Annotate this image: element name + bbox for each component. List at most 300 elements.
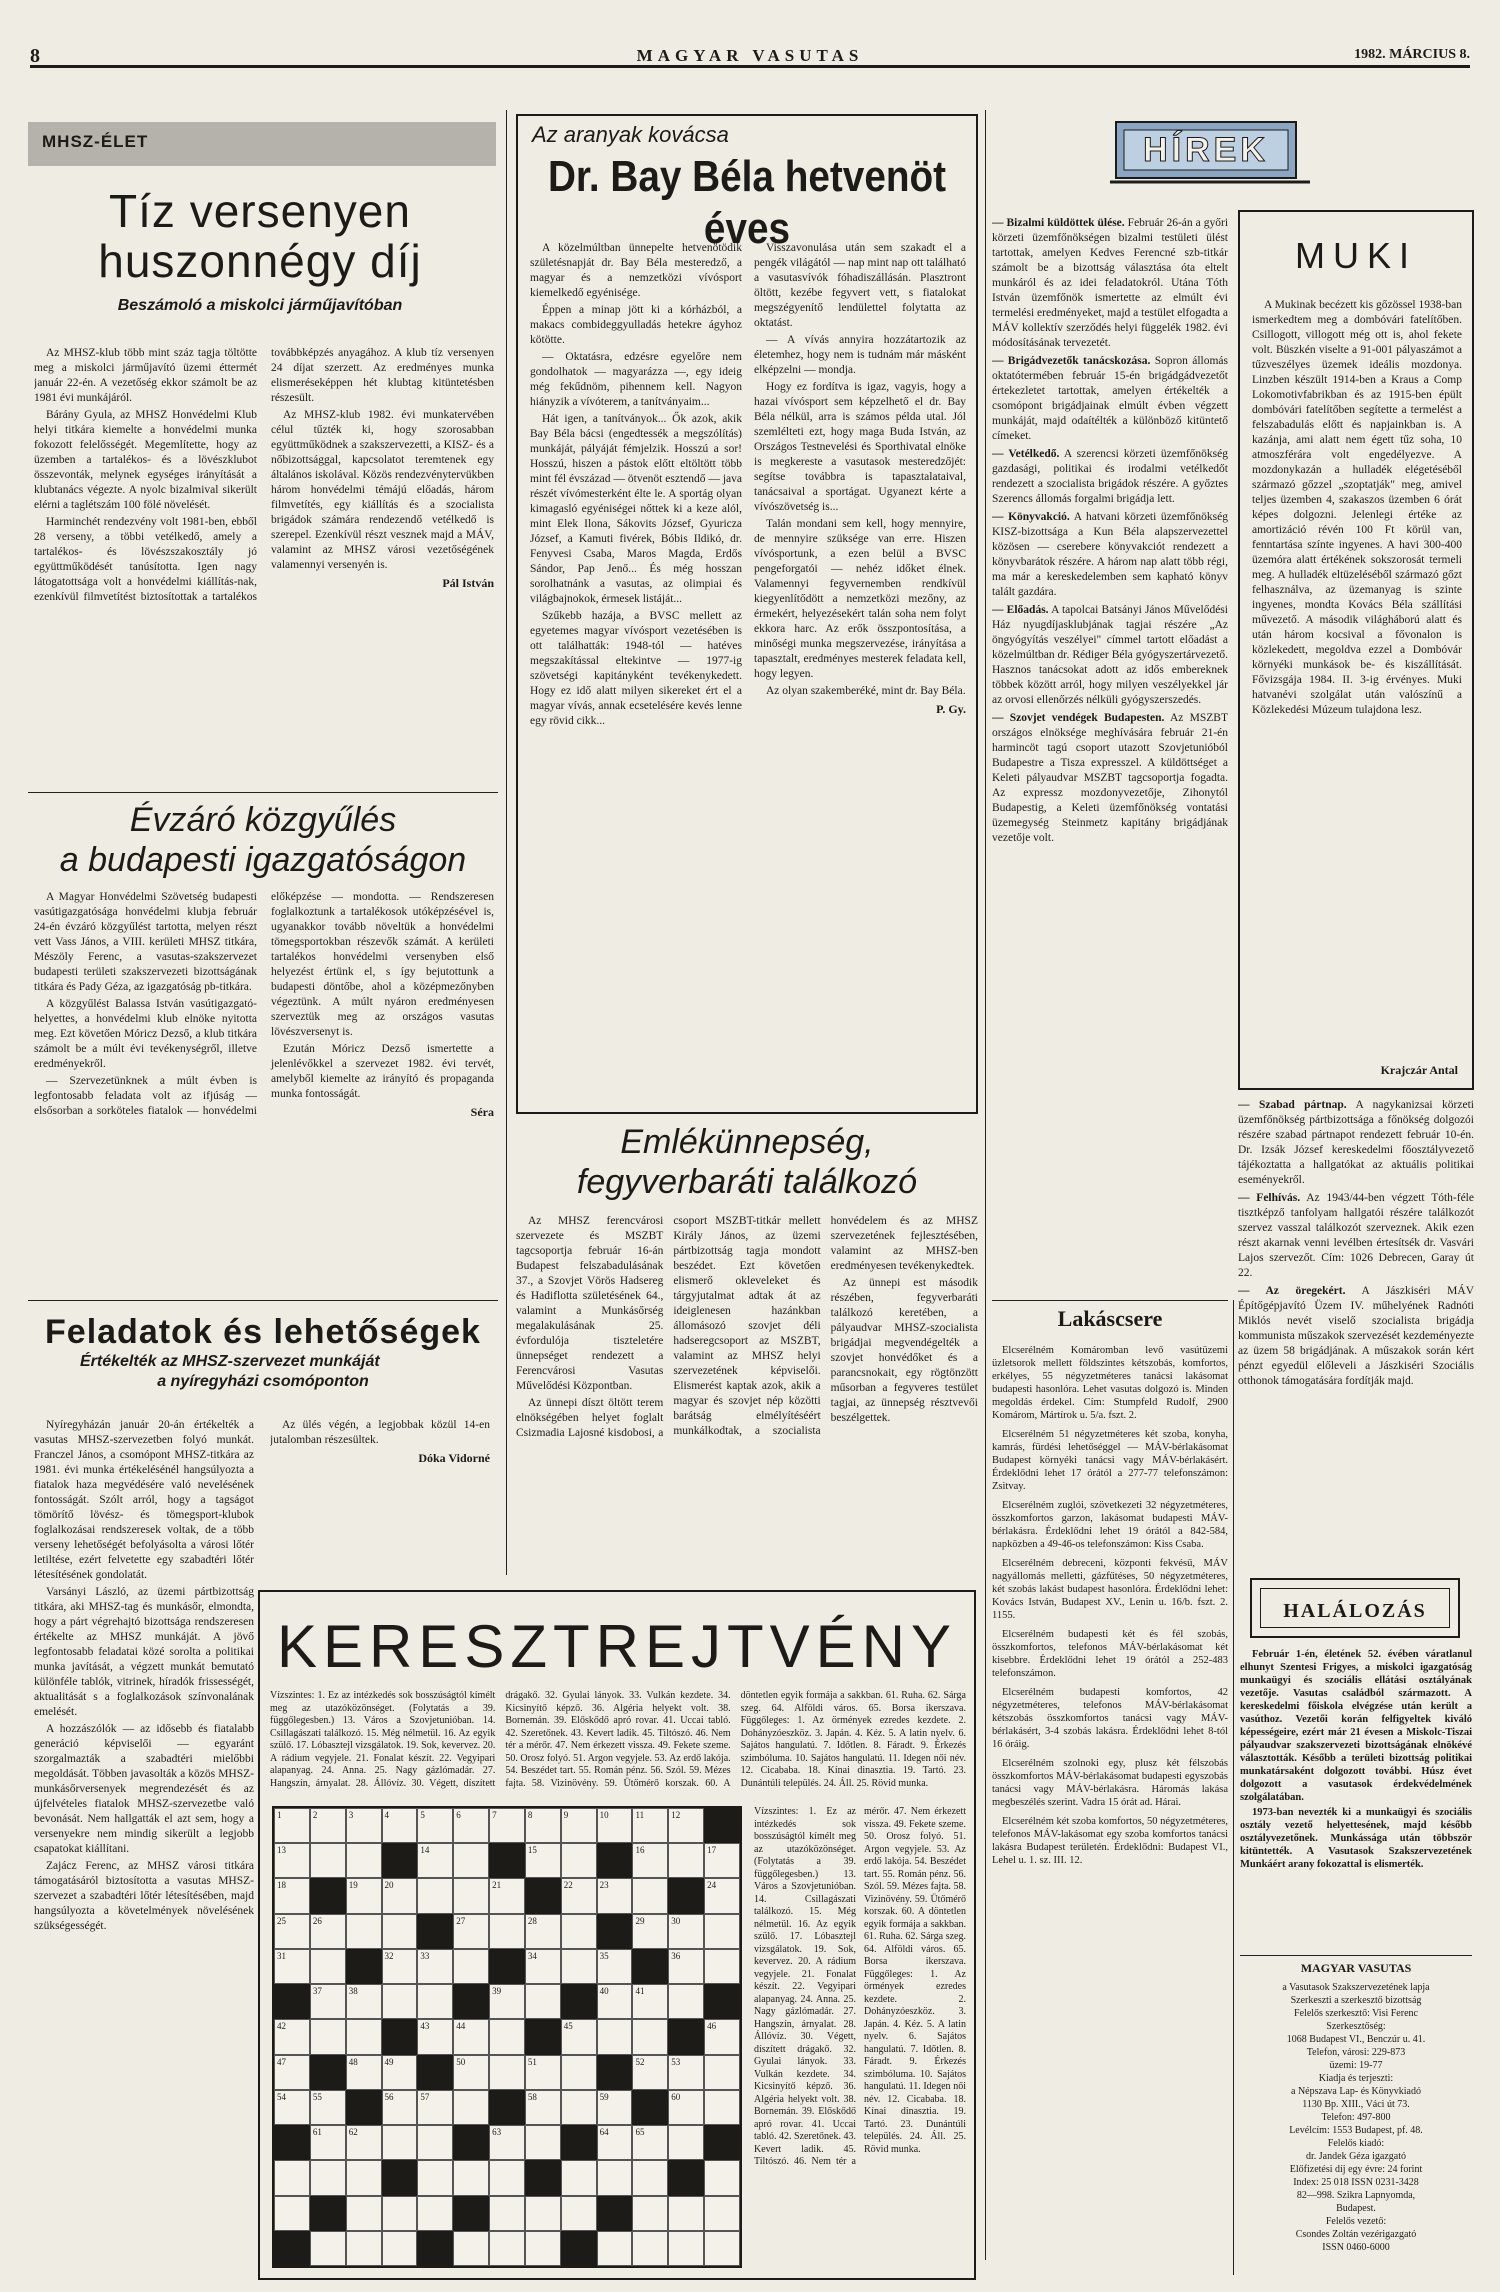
impressum-line: Levélcím: 1553 Budapest, pf. 48. [1289, 2125, 1423, 2136]
crossword-cell[interactable]: 35 [597, 1949, 633, 1984]
news-item-text: Az 1943/44-ben végzett Tóth-féle tisztképző tanfolyam hallgatói részére találkozót szervez vasszal találkozót szerveznek. Akik ezen részt akarnak venni levélben értesítsék dr. Vasvári Lajos szervezőt. Cím: 1026 Debrecen, Garay út 22. [1238, 1192, 1474, 1279]
divider [1240, 1955, 1472, 1956]
crossword-cell[interactable]: 30 [668, 1914, 704, 1949]
crossword-cell[interactable] [525, 2125, 561, 2160]
crossword-cell[interactable] [632, 2019, 668, 2054]
paragraph: Visszavonulása után sem szakadt el a pengék világától — nap mint nap ott található a vasutasvívók fóhadiszállásán. Plasztront öltött, kezébe fegyvert vett, s fiatalokat megszégyenítő lendülettel folytatta az oktatást. [754, 242, 966, 329]
crossword-cell[interactable]: 20 [382, 1878, 418, 1913]
divider [992, 1300, 1228, 1301]
lakas-ad: Elcserélném budapesti komfortos, 42 négyzetméteres, telefonos MÁV-bérlakásomat kétszobás összkomfortos tanácsi vagy MÁV-bérlakásért, 3-4 szobás lakásra. Érdeklődni lehet 8-tól 16 óráig. [992, 1687, 1228, 1750]
crossword-cell[interactable] [346, 2231, 382, 2266]
crossword-cell[interactable] [453, 1843, 489, 1878]
news-item-text: Az MSZBT országos elnöksége meghívására február 21-én harmincöt tagú csoport utazott Szovjetunióból Budapestre a Tisza expresszel. A küldöttséget a Keleti pályaudvar MSZBT tagcsoportja fogadta. Az expressz mozdonyvezetője, Zihonytól Budapestig, a Keleti üzemfőnökség vontatási üzemegység Steinmetz kapitány brigádjának vezetője volt. [992, 712, 1228, 844]
crossword-cell[interactable]: 4 [382, 1808, 418, 1843]
crossword-cell[interactable] [704, 2231, 740, 2266]
page-number: 8 [30, 45, 40, 67]
paragraph: Az MHSZ-klub több mint száz tagja töltötte meg a miskolci járműjavító üzemi éttermét január 22-én. A vezetőség ekkor számolt be az 1981 évi munkájáról. [34, 347, 257, 404]
crossword-cell[interactable] [704, 2055, 740, 2090]
crossword-black-cell [382, 2019, 418, 2054]
news-item-text: Február 26-án a győri körzeti üzemfőnökségen bizalmi testületi ülést tartottak, amelyen Kedves Ferencné szb-titkár számolt be a bizottság választása óta eltelt munkáról és az idei feladatokról. Utána Tóth István üzemfőnök ismertette az elmúlt évi termelési eredményeket, majd a testület elfogadta a MÁV kollektív szerződés helyi függelék 1982. évi módosításának tervezetét. [992, 217, 1228, 349]
crossword-black-cell [489, 1949, 525, 1984]
emlek-article-body [516, 1214, 978, 1574]
mhsz-article-body [34, 346, 494, 786]
crossword-black-cell [668, 2160, 704, 2195]
crossword-black-cell [525, 1878, 561, 1913]
paragraph: Február 1-én, életének 52. évében váratlanul elhunyt Szentesi Frigyes, a miskolci igazgatóság munkaügyi és szociális ellátási osztályának vezetője. Vasutas családból származott. A kereskedelmi főiskola elvégzése után került a vasúthoz. Vezetői korán felfigyeltek kiváló képességeire, ezért már 21 évesen a Miskolc-Tiszai pályaudvar szakszervezeti bizottságának elnökévé választották. Később a területi bizottság politikai munkatársaként dolgozott további. Húsz évet dolgozott a vasutasok érdekvédelmének szolgálatában. [1240, 1649, 1472, 1803]
crossword-black-cell [489, 2090, 525, 2125]
paragraph: A Mukinak becézett kis gőzössel 1938-ban ismerkedtem meg a dombóvári fatelítőben. Csillogott, villogott még ott is, ahol fekete volt. Büszkén viselte a 91-001 pályaszámot a tűzveszélyes üzemek ideális mozdonya. Linzben készült 1914-ben a Kraus a Comp Lokomotivfabrikban és az 1915-ben épült dombóvári fatelítőben segítette a termelést a felszabadulás előtt és napjainkban is. A kazánja, ami alatt nem égett tűz soha, 10 atmoszférára volt engedélyezve. A mozdonykazán a hulladék elégetéséből származó gőzzel „szoptatják" meg, amivel teljes üzemben 4, szakaszos üzemben 6 órát képes dolgozni. Jelenlegi értéke az amortizáció révén 100 Ft körül van, fenntartása színte ingyenes. A havi 300-400 üzemóra alatt értékének sokszorosát termeli meg. A hulladék eltüzeléséből származó gőzt felhasználva, az üzemanyag is szinte ingyenes, mondta Kovács Béla szállítási művezető. A második világháború alatt és után három kocsival a fővonalon is közlekedett, megoldva ezzel a Dombóvár környéki munkások be- és kiszállítását. Fővizsgája 1984. II. 3-ig érvényes. Muki hatvanévi szolgálat után valószínű a Közlekedési Múzeum tulajdona lesz. [1252, 299, 1462, 716]
column-rule [985, 110, 986, 2260]
crossword-cell[interactable] [417, 1984, 453, 2019]
mhsz-kicker-bar [28, 122, 496, 166]
impressum-line: ISSN 0460-6000 [1322, 2242, 1390, 2253]
paragraph: Az ünnepi díszt öltött terem elnökségében helyet foglalt Csizmadia Lajosné kisdobosi, a csoport MSZBT-titkár mellett Király János, az üzemi pártbizottság tagja mondott beszédet. Ezt követően elismerő okleveleket és tárgyjutalmat adtak át az ideiglenesen hazánkban állomásozó szovjet déli hadseregcsoport az MSZBT, valamint az MHSZ helyi szervezetének képviselői. Elismerést kaptak azok, akik a magyar és szovjet nép közötti barátság elmélyítéséért munkálkodtak, a szocialista honvédelem és az MHSZ szervezetének fejlesztésében, valamint az MHSZ-ben eredményesen tevékenykedtek. [516, 1215, 978, 1439]
news-item [1238, 1098, 1474, 1188]
paragraph: Hát igen, a tanítványok... Ők azok, akik Bay Béla bácsi (engedtessék a megszólítás) munkáját, pályáját fémjelzik. Hosszú a sor! Hosszú, hiszen a pástok előtt eltöltött több mint fél évszázad — ötvenöt esztendő — java részét vívómesterként élte le. A sportág olyan kimagasló egyéniségei nőttek ki a keze alól, mint Elek Ilona, Sákovits József, Gyuricza József, a Kamuti fivérek, Bóbis Ildikó, dr. Fenyvesi Csaba, Maros Magda, Erdős Sándor, Pap Jenő... És még hosszan sorolhatnánk a vasutas, az olimpiai és világbajnokok, érmesek listáját... [530, 413, 742, 605]
crossword-cell[interactable]: 1 [274, 1808, 310, 1843]
crossword-black-cell [561, 2231, 597, 2266]
paragraph: — Szervezetünknek a múlt évben is legfontosabb feladata volt az ifjúság — elsősorban a sorköteles fiatalok — honvédelmi előképzése — mondotta. — Rendszeresen foglalkoztunk a tartalékosok utóképzésével is, ugyanakkor tovább növeltük a honvédelmi tömegsportokban részevők számát. A kerületi tartalékos honvédelmi versenyben első helyezést értünk el, s így bejutottunk a budapesti döntőbe, ahol a középmezőnyben végeztünk. A múlt nyáron eredményesen szerveztük meg az országos vasutas lövészversenyt is. [34, 891, 494, 1117]
crossword-cell[interactable]: 25 [274, 1914, 310, 1949]
paragraph: Az ünnepi est második részében, fegyverbaráti találkozó keretében, a pályaudvar MHSZ-szocialista brigádjai megvendégelték a szovjet honvédőket és a parancsnokait, egy rögtönzött műsorban a fegyveres testület tagjai, az ünnepség résztvevői beszélgettek. [830, 1277, 978, 1424]
crossword-cell[interactable]: 45 [561, 2019, 597, 2054]
column-rule [1233, 1300, 1234, 2275]
crossword-cell[interactable]: 65 [632, 2125, 668, 2160]
mhsz-headline-1: Tíz versenyen [109, 186, 411, 237]
crossword-cell[interactable] [668, 2125, 704, 2160]
crossword-black-cell [417, 1914, 453, 1949]
crossword-cell[interactable] [382, 2231, 418, 2266]
crossword-black-cell [632, 2090, 668, 2125]
crossword-cell[interactable] [310, 2231, 346, 2266]
crossword-cell[interactable]: 13 [274, 1843, 310, 1878]
lakas-ads [992, 1344, 1228, 2274]
news-item [1238, 1191, 1474, 1281]
crossword-cell[interactable]: 36 [668, 1949, 704, 1984]
crossword-cell[interactable] [668, 2196, 704, 2231]
news-item-text: A Jászkiséri MÁV Építőgépjavító Üzem IV. műhelyének Radnóti Miklós nevét viselő szocialista brigádja kommunista műszakok szervezését kezdeményezte az üzem 58 brigádjának. A műszakok során kért pénzt egyedül előleveli a Jászkiséri Szociális otthonok támogatására fordítják majd. [1238, 1285, 1474, 1387]
crossword-cell[interactable]: 50 [453, 2055, 489, 2090]
paragraph: Az MHSZ ferencvárosi szervezete és MSZBT tagcsoportja február 16-án Budapest felszabadulásának 37., a Szovjet Vörös Hadsereg és Hadiflotta születésének 64., valamint a Munkásőrség megalakulásának 25. évfordulója tiszteletére ünnepséget rendezett a Ferencvárosi Vasutas Művelődési Központban. [516, 1215, 664, 1392]
lakas-ad: Elcserélném zuglói, szövetkezeti 32 négyzetméteres, összkomfortos garzon, lakásomat budapesti MÁV-bérlakásra. Érdeklődni lehet 19 órától a 842-584, napközben a 49-46-os telefonszámon: Kiss Csaba. [992, 1500, 1228, 1550]
crossword-cell[interactable] [346, 1914, 382, 1949]
emlek-headline-block [516, 1122, 978, 1202]
crossword-clues [270, 1690, 966, 1800]
muki-title: MUKI [1295, 235, 1417, 276]
crossword-cell[interactable] [382, 1984, 418, 2019]
news-item-lead: — Előadás. [992, 604, 1049, 616]
crossword-cell[interactable] [489, 2196, 525, 2231]
mhsz-headline-2: huszonnégy díj [98, 235, 422, 287]
crossword-cell[interactable]: 59 [597, 2090, 633, 2125]
paper-title: MAGYAR VASUTAS [636, 46, 864, 65]
crossword-cell[interactable] [704, 2160, 740, 2195]
crossword-black-cell [525, 2019, 561, 2054]
impressum-line: Szerkeszti a szerkesztő bizottság [1290, 1995, 1422, 2006]
crossword-cell[interactable] [274, 2160, 310, 2195]
paragraph: A Magyar Honvédelmi Szövetség budapesti vasútigazgatósága honvédelmi klubja február 24-én évzáró közgyűlést tartotta, melyen részt vett Vass János, a VIII. kerületi MHSZ titkára, Mészöly Ferenc, a vasutas-szakszervezet budapesti területi szakszervezeti bizottságának titkára és Pady Géza, az igazgatóság pb-titkára. [34, 891, 257, 993]
crossword-cell[interactable]: 6 [453, 1808, 489, 1843]
aranyak-signature: P. Gy. [936, 702, 966, 716]
divider [28, 1300, 498, 1301]
crossword-cell[interactable] [561, 1843, 597, 1878]
crossword-cell[interactable]: 51 [525, 2055, 561, 2090]
crossword-cell[interactable]: 48 [346, 2055, 382, 2090]
impressum-line: 1068 Budapest VI., Benczúr u. 41. [1286, 2034, 1426, 2045]
crossword-black-cell [310, 2196, 346, 2231]
crossword-cell[interactable] [561, 1914, 597, 1949]
news-item-text: A hatvani körzeti üzemfőnökség KISZ-bizottsága a Kun Béla alapszervezettel közösen — cserebere könyvakciót rendezett a könyvbarátok részére. A három nap alatt több régi, ma már a kereskedelemben sem kapható könyv talált gazdára. [992, 511, 1228, 598]
crossword-cell[interactable]: 61 [310, 2125, 346, 2160]
crossword-cell[interactable] [489, 1914, 525, 1949]
crossword-cell[interactable]: 29 [632, 1914, 668, 1949]
crossword-black-cell [561, 1984, 597, 2019]
crossword-cell[interactable]: 60 [668, 2090, 704, 2125]
paragraph: A hozzászólók — az idősebb és fiatalabb generáció képviselői — egyaránt szorgalmazták a szabadtéri mielőbbi megoldását. Többen javasolták a közös MHSZ-munkásőrversenyek megrendezését és az újfelvételes fiatalok MHSZ-szervezetbe való bevonását. Nem hallgatták el azt sem, hogy a versenyekre nem mindig sikerült a legjobb csapatokat kiállítani. [34, 1723, 254, 1855]
crossword-clue-text: Vízszintes: 1. Ez az intézkedés sok bosszúságtól kímélt meg az utazóközönséget. (Folytatás a 39. függőlegesben.) 13. Város a Szovjetunióban. 14. Csillagászati találkozó. 15. Még nélmetül. 16. Az egyik szülő. 17. Lóbasztejl vizsgálatok. 19. Sok, kevervez. 20. A rádium vegyjele. 21. Fonalat készít. 22. Vegyipari alapanyag. 24. Anna. 25. Nagy gázlómadár. 27. Hangszín, árnyalat. 28. Állóvíz. 30. Végett, díszített drágakő. 32. Gyulai lányok. 33. Vulkán kezdete. 34. Kicsinyítő képző. 36. Algéria helyekt volt. 38. Bornemán. 39. Előskődő apró rovar. 41. Uccai tabló. 42. Szeretőnek. 43. Kevert ladik. 45. Tiltószó. 46. Nem tér a mérőr. 47. Nem érkezett vissza. 49. Fekete szeme. 50. Orosz folyó. 51. Argon vegyjele. 53. Az erdő lakója. 54. Beszédet tart. 55. Román pénz. 56. Szól. 59. Mézes fajta. 58. Vizinövény. 59. Ütőmérő korszak. 60. A döntetlen egyik formája a sakkban. 61. Ruha. 62. Sárga szeg. 64. Alföldi város. 65. Borsa ikerszava. Függőleges: 1. Az örmények ezredes kezdete. 2. Dohányzóeszköz. 3. Japán. 4. Kéz. 5. A latin nyelv. 6. Sajátos hangulatú. 7. Időtlen. 8. Fáradt. 9. Érkezés szimbóluma. 10. Sajátos hangulatú. 11. Idegen női név. 12. Cicababa. 18. Kínai dinasztia. 19. Tartó. 23. Dunántúli település. 24. Áll. 25. Rövid munka. [754, 1806, 966, 2167]
news-item-lead: — Szabad pártnap. [1238, 1099, 1347, 1111]
paragraph: A közgyűlést Balassa István vasútigazgató-helyettes, a honvédelmi klub elnöke nyitotta meg. Ezt követően Móricz Dezső, a klub titkára számolt be a múlt évi tevékenységről, illetve eredményekről. [34, 998, 257, 1070]
crossword-cell[interactable]: 11 [632, 1808, 668, 1843]
mhsz-subhead: Beszámoló a miskolci járműjavítóban [117, 297, 403, 314]
crossword-cell[interactable]: 8 [525, 1808, 561, 1843]
crossword-cell[interactable] [561, 2196, 597, 2231]
crossword-cell[interactable]: 44 [453, 2019, 489, 2054]
feladatok-body-right [270, 1418, 490, 1538]
crossword-cell[interactable]: 64 [597, 2125, 633, 2160]
news-item-text: A tapolcai Batsányi János Művelődési Ház nyugdíjasklubjának tagjai részére „Az öngyógyítás veszélyei" címmel tartott előadást a közelmúltban dr. Rédiger Béla gyógyszertárvezető. Hasznos tanácsokat adott az idős embereknek többek között arról, hogy milyen veszélyekkel jár az orvosi ellenőrzés nélküli gyógyszerszedés. [992, 604, 1228, 706]
crossword-cell[interactable] [453, 1949, 489, 1984]
crossword-cell[interactable]: 19 [346, 1878, 382, 1913]
lakas-ad: Elcserélném debreceni, központi fekvésű, MÁV nagyállomás melletti, gázfűtéses, 50 négyzetméteres, két szobás lakást budapest hasonlóra. Érdeklődni lehet: Kovács István, Budapest XV., Lenin u. 16/b. fszt. 2. 1155. [992, 1558, 1228, 1621]
crossword-cell[interactable]: 2 [310, 1808, 346, 1843]
crossword-cell[interactable] [489, 2160, 525, 2195]
impressum-line: 1130 Bp. XIII., Váci út 73. [1302, 2099, 1410, 2110]
crossword-cell[interactable] [417, 2125, 453, 2160]
news-item-lead: — Brigádvezetők tanácskozása. [992, 355, 1151, 367]
crossword-black-cell [668, 2019, 704, 2054]
emlek-headline-1: Emlékünnepség, [620, 1123, 874, 1161]
halalozas-title: HALÁLOZÁS [1260, 1588, 1450, 1628]
crossword-cell[interactable] [525, 2231, 561, 2266]
muki-article-box [1238, 210, 1474, 1090]
crossword-cell[interactable]: 12 [668, 1808, 704, 1843]
news-item-lead: — Könyvakció. [992, 511, 1070, 523]
impressum-lines [1240, 1981, 1472, 2254]
crossword-cell[interactable] [632, 2231, 668, 2266]
divider [28, 792, 498, 793]
crossword-cell[interactable]: 34 [525, 1949, 561, 1984]
crossword-cell[interactable]: 24 [704, 1878, 740, 1913]
crossword-cell[interactable] [668, 2231, 704, 2266]
crossword-cell[interactable]: 43 [417, 2019, 453, 2054]
crossword-cell[interactable]: 21 [489, 1878, 525, 1913]
news-item [992, 603, 1228, 708]
impressum-line: Kiadja és terjeszti: [1318, 2073, 1394, 2084]
crossword-black-cell [382, 2160, 418, 2195]
feladatok-body-left [34, 1418, 254, 2268]
crossword-cell[interactable] [632, 2160, 668, 2195]
crossword-black-cell [489, 1843, 525, 1878]
crossword-black-cell [597, 2055, 633, 2090]
impressum-line: a Népszava Lap- és Könyvkiadó [1291, 2086, 1421, 2097]
crossword-cell[interactable]: 33 [417, 1949, 453, 1984]
hirek-items-1 [992, 216, 1228, 1296]
crossword-cell[interactable] [382, 1914, 418, 1949]
crossword-cell[interactable] [453, 1878, 489, 1913]
crossword-cell[interactable]: 15 [525, 1843, 561, 1878]
crossword-cell[interactable]: 18 [274, 1878, 310, 1913]
crossword-cell[interactable] [310, 1843, 346, 1878]
paragraph: Zajácz Ferenc, az MHSZ városi titkára támogatásáról biztosította a vasutas MHSZ-szervezet a szabadtéri lőtér létesítésében, majd hangsúlyozta a követelmények növelésének szükségességét. [34, 1860, 254, 1932]
crossword-cell[interactable] [597, 2160, 633, 2195]
paragraph: A közelmúltban ünnepelte hetvenötödik születésnapját dr. Bay Béla mesteredző, a magyar és a nemzetközi vívósport kiemelkedő egyénisége. [530, 242, 742, 299]
crossword-grid[interactable] [272, 1806, 742, 2268]
crossword-cell[interactable]: 5 [417, 1808, 453, 1843]
impressum [1240, 1962, 1472, 2272]
crossword-clue-text: Vízszintes: 1. Ez az intézkedés sok bosszúságtól kímélt meg az utazóközönséget. (Folytatás a 39. függőlegesben.) 13. Város a Szovjetunióban. 14. Csillagászati találkozó. 15. Még nélmetül. 16. Az egyik szülő. 17. Lóbasztejl vizsgálatok. 19. Sok, kevervez. 20. A rádium vegyjele. 21. Fonalat készít. 22. Vegyipari alapanyag. 24. Anna. 25. Nagy gázlómadár. 27. Hangszín, árnyalat. 28. Állóvíz. 30. Végett, díszített drágakő. 32. Gyulai lányok. 33. Vulkán kezdete. 34. Kicsinyítő képző. 36. Algéria helyekt volt. 38. Bornemán. 39. Előskődő apró rovar. 41. Uccai tabló. 42. Szeretőnek. 43. Kevert ladik. 45. Tiltószó. 46. Nem tér a mérőr. 47. Nem érkezett vissza. 49. Fekete szeme. 50. Orosz folyó. 51. Argon vegyjele. 53. Az erdő lakója. 54. Beszédet tart. 55. Román pénz. 56. Szól. 59. Mézes fajta. 58. Vizinövény. 59. Ütőmérő korszak. 60. A döntetlen egyik formája a sakkban. 61. Ruha. 62. Sárga szeg. 64. Alföldi város. 65. Borsa ikerszava. Függőleges: 1. Az örmények ezredes kezdete. 2. Dohányzóeszköz. 3. Japán. 4. Kéz. 5. A latin nyelv. 6. Sajátos hangulatú. 7. Időtlen. 8. Fáradt. 9. Érkezés szimbóluma. 10. Sajátos hangulatú. 11. Idegen női név. 12. Cicababa. 18. Kínai dinasztia. 19. Tartó. 23. Dunántúli település. 24. Áll. 25. Rövid munka. [270, 1690, 966, 1789]
paragraph: Éppen a minap jött ki a kórházból, a makacs combideggyulladás hetekre ágyhoz kötötte. [530, 304, 742, 346]
crossword-black-cell [525, 2160, 561, 2195]
mhsz-kicker: MHSZ-ÉLET [42, 132, 149, 151]
crossword-black-cell [346, 1949, 382, 1984]
news-item [992, 354, 1228, 444]
crossword-cell[interactable]: 39 [489, 1984, 525, 2019]
crossword-cell[interactable]: 17 [704, 1843, 740, 1878]
paragraph: Varsányi László, az üzemi pártbizottság titkára, aki MHSZ-tag és munkásőr, elmondta, hogy a párt végrehajtó bizottsága rendszeresen értékelte az MHSZ munkáját. A jövő legfontosabb feladatai közé sorolta a politikai munka javítását, a végzett munkát bemutató különféle tablók, vitrinek, híradók frissességét, aktualitását s a foglalkozások színvonalának emelését. [34, 1586, 254, 1718]
crossword-cell[interactable] [274, 2196, 310, 2231]
crossword-cell[interactable]: 27 [453, 1914, 489, 1949]
crossword-cell[interactable] [597, 2231, 633, 2266]
crossword-cell[interactable]: 38 [346, 1984, 382, 2019]
news-item-lead: — Szovjet vendégek Budapesten. [992, 712, 1165, 724]
paragraph: 1973-ban nevezték ki a munkaügyi és szociális osztály vezető helyettesének, majd később osztályvezetőnek. Munkássága után többször kitüntették. A Vasutasok Szakszervezetének Munkáért arany fokozattal is elismerték. [1240, 1807, 1472, 1870]
crossword-cell[interactable] [597, 2019, 633, 2054]
impressum-line: Felelős kiadó: [1327, 2138, 1385, 2149]
emlek-headline-2: fegyverbaráti találkozó [576, 1163, 918, 1201]
evzaro-headline-1: Évzáró közgyűlés [129, 801, 397, 839]
lakas-ad: Elcserélném 51 négyzetméteres két szoba, konyha, kamrás, fürdési lehetőséggel — MÁV-bérlakásomat Budapest környéki tanácsi vagy MÁV-bérlakásért. Érdeklődni lehet 17 órától a 277-77 telefonszámon: Zsitvay. [992, 1429, 1228, 1492]
crossword-black-cell [417, 2055, 453, 2090]
crossword-cell[interactable] [525, 1984, 561, 2019]
crossword-black-cell [274, 1984, 310, 2019]
crossword-cell[interactable] [310, 2019, 346, 2054]
crossword-black-cell [597, 2196, 633, 2231]
paragraph: Az olyan szakemberéké, mint dr. Bay Béla. [766, 685, 966, 697]
news-item [1238, 1284, 1474, 1389]
impressum-line: Felelős szerkesztő: Visi Ferenc [1294, 2008, 1418, 2019]
feladatok-subhead-2: a nyíregyházi csomóponton [157, 1372, 369, 1390]
news-item [992, 447, 1228, 507]
aranyak-article-body [530, 241, 966, 1101]
crossword-cell[interactable] [453, 2160, 489, 2195]
impressum-line: a Vasutasok Szakszervezetének lapja [1282, 1982, 1430, 1993]
crossword-black-cell [382, 1843, 418, 1878]
crossword-cell[interactable] [346, 2196, 382, 2231]
impressum-line: Telefon: 497-800 [1321, 2112, 1391, 2123]
crossword-cell[interactable]: 56 [382, 2090, 418, 2125]
crossword-black-cell [274, 2125, 310, 2160]
crossword-cell[interactable]: 55 [310, 2090, 346, 2125]
impressum-line: dr. Jandek Géza igazgató [1306, 2151, 1406, 2162]
crossword-cell[interactable]: 49 [382, 2055, 418, 2090]
crossword-cell[interactable]: 32 [382, 1949, 418, 1984]
crossword-box [258, 1590, 976, 2280]
crossword-black-cell [668, 1878, 704, 1913]
feladatok-signature: Dóka Vidorné [418, 1451, 490, 1465]
crossword-cell[interactable]: 47 [274, 2055, 310, 2090]
hirek-logo [1110, 108, 1310, 198]
crossword-cell[interactable]: 23 [597, 1878, 633, 1913]
paragraph: Bárány Gyula, az MHSZ Honvédelmi Klub helyi titkára kiemelte a honvédelmi munka fokozott felelősségét. Megemlítette, hogy az üzemben a tartalékos- és a lövészklubot összevonták, melynek egységes irányítását a klubtanács végezte. A nyolc bizalmival sikerült elérni a taglétszám 100 fölé növelését. [34, 409, 257, 511]
crossword-cell[interactable] [525, 2196, 561, 2231]
crossword-cell[interactable]: 37 [310, 1984, 346, 2019]
paragraph: Szűkebb hazája, a BVSC mellett az egyetemes magyar vívósport vezetésében is ott találhatták: 1948-tól — hatéves megszakítással eltekintve — 1977-ig szövetségi kapitányként tevékenykedett. Hogy ez idő alatt milyen sikereket ért el a magyar vívás, annak ecsetelésére kevés lenne egy rövid cikk... [530, 610, 742, 727]
crossword-cell[interactable] [489, 2019, 525, 2054]
paragraph: Ezután Móricz Dezső ismertette a jelenlévőkkel a szervezet 1982. évi tervét, amelyből kiemelte az irányító és propaganda munka fontosságát. [271, 1043, 494, 1100]
crossword-cell[interactable] [704, 1914, 740, 1949]
impressum-line: Telefon, városi: 229-873 [1306, 2047, 1406, 2058]
crossword-cell[interactable] [417, 1878, 453, 1913]
crossword-cell[interactable]: 9 [561, 1808, 597, 1843]
evzaro-headline-block [40, 800, 486, 880]
crossword-black-cell [704, 1808, 740, 1843]
feladatok-headline-block [40, 1312, 486, 1391]
crossword-cell[interactable] [346, 2019, 382, 2054]
masthead [30, 40, 1470, 68]
crossword-cell[interactable]: 22 [561, 1878, 597, 1913]
crossword-black-cell [561, 2125, 597, 2160]
news-item-text: A nagykanizsai körzeti üzemfőnökség pártbizottsága a főnökség dolgozói részére szabad pártnapot rendezett február 10-én. Dr. Izsák József kereskedelmi főosztályvezető tájékoztatta a hallgatókat az aktuális politikai eseményekről. [1238, 1099, 1474, 1186]
crossword-cell[interactable]: 54 [274, 2090, 310, 2125]
impressum-line: Csondes Zoltán vezérigazgató [1295, 2229, 1417, 2240]
lakas-headline-block [992, 1306, 1228, 1333]
news-item [992, 510, 1228, 600]
crossword-cell[interactable]: 63 [489, 2125, 525, 2160]
crossword-cell[interactable] [382, 2125, 418, 2160]
aranyak-kicker: Az aranyak kovácsa [532, 122, 729, 147]
crossword-black-cell [704, 1984, 740, 2019]
paragraph: Harminchét rendezvény volt 1981-ben, ebből 28 verseny, a többi vetélkedő, amely a tartalékos- és lövészszakosztály jó együttműködését tanúsította. Igen nagy látogatottsága volt a honvédelmi kiállítás-nak, ezenkívül filmvetítést biztosítottak a tartalékos továbbképzés anyagához. A klub tíz versenyen 24 díjat szerzett. Az eredményes munka elismeréseképpen hét klubtag kitüntetésben részesült. [34, 347, 494, 603]
crossword-cell[interactable] [310, 2160, 346, 2195]
crossword-cell[interactable]: 53 [668, 2055, 704, 2090]
crossword-cell[interactable] [453, 2231, 489, 2266]
lakas-ad: Elcserélném budapesti két és fél szobás, összkomfortos, telefonos MÁV-bérlakásomat két kisebbre. Érdeklődni lehet 19 órától a 252-483 telefonszámon. [992, 1629, 1228, 1679]
crossword-black-cell [597, 1914, 633, 1949]
paragraph: — A vívás annyira hozzátartozik az életemhez, hogy nem is tudnám már másként elképzelni — mondja. [754, 334, 966, 376]
crossword-cell[interactable]: 31 [274, 1949, 310, 1984]
halalozas-box [1250, 1578, 1460, 1638]
crossword-black-cell [632, 1949, 668, 1984]
hirek-logo-text: HÍREK [1143, 131, 1269, 169]
news-item-lead: — Az öregekért. [1238, 1285, 1346, 1297]
crossword-black-cell [310, 1878, 346, 1913]
crossword-cell[interactable] [453, 2090, 489, 2125]
mhsz-headline-block [40, 186, 480, 316]
crossword-cell[interactable] [489, 2055, 525, 2090]
lakas-title: Lakáscsere [1057, 1306, 1163, 1331]
crossword-cell[interactable]: 41 [632, 1984, 668, 2019]
news-item-lead: — Bizalmi küldöttek ülése. [992, 217, 1125, 229]
news-item [992, 711, 1228, 846]
crossword-cell[interactable]: 26 [310, 1914, 346, 1949]
crossword-black-cell [346, 2090, 382, 2125]
crossword-cell[interactable] [417, 2196, 453, 2231]
evzaro-headline-2: a budapesti igazgatóságon [59, 841, 467, 879]
crossword-cell[interactable] [489, 2231, 525, 2266]
crossword-cell[interactable] [346, 2160, 382, 2195]
crossword-cell[interactable]: 28 [525, 1914, 561, 1949]
crossword-black-cell [453, 2125, 489, 2160]
crossword-cell[interactable] [704, 1949, 740, 1984]
crossword-cell[interactable]: 52 [632, 2055, 668, 2090]
impressum-line: Szerkesztőség: [1326, 2021, 1386, 2032]
impressum-line: Felelős vezető: [1325, 2216, 1387, 2227]
crossword-cell[interactable] [417, 2160, 453, 2195]
crossword-cell[interactable]: 40 [597, 1984, 633, 2019]
news-item-text: Sopron állomás oktatótermében február 15-én brigádgádvezetőt értekezletet tartottak, amelyen értékelték a csomópont brigádjainak elmúlt évben végzett munkáját, majd odaítélték a különböző kitüntető címeket. [992, 355, 1228, 442]
crossword-cell[interactable] [668, 1843, 704, 1878]
crossword-cell[interactable] [561, 2160, 597, 2195]
hirek-items-2 [1238, 1098, 1474, 1568]
lakas-ad: Elcserélném Komáromban levő vasútüzemi üzletsorok mellett földszintes kétszobás, komfortos, erkélyes, 55 négyzetméteres tanácsi lakásomat budapesti hasonlóra. Lehet vasutas dolgozó is. Minden megoldás érdekel. Cím: Stumpfeld Rudolf, 2900 Komárom, Mártírok u. 5/a. fszt. 2. [992, 1345, 1228, 1421]
crossword-cell[interactable]: 46 [704, 2019, 740, 2054]
crossword-cell[interactable] [310, 1949, 346, 1984]
crossword-black-cell [310, 2055, 346, 2090]
muki-signature: Krajczár Antal [1380, 1063, 1458, 1078]
paragraph: — Oktatásra, edzésre egyelőre nem gondolhatok — magyarázza —, egy ideig még fekűdnöm, pihennem kell. Nagyon hiányzik a vívóterem, a tanítványaim... [530, 351, 742, 408]
crossword-cell[interactable] [632, 2196, 668, 2231]
crossword-black-cell [704, 2125, 740, 2160]
crossword-cell[interactable]: 58 [525, 2090, 561, 2125]
crossword-title: KERESZTREJTVÉNY [276, 1613, 958, 1680]
crossword-cell[interactable] [632, 1878, 668, 1913]
crossword-cell[interactable] [382, 2196, 418, 2231]
lakas-ad: Elcserélném két szoba komfortos, 50 négyzetméteres, telefonos MÁV-lakásomat egy szoba komfortos tanácsi lakásra Budapest területén. Érdeklődni: Budapest VI., Lehel u. 1. sz. III. 12. [992, 1816, 1228, 1866]
feladatok-subhead-1: Értékelték az MHSZ-szervezet munkáját [80, 1353, 380, 1370]
impressum-line: Előfizetési díj egy évre: 24 forint [1289, 2164, 1423, 2175]
halalozas-body [1240, 1648, 1472, 1948]
crossword-cell[interactable]: 57 [417, 2090, 453, 2125]
crossword-cell[interactable] [704, 2090, 740, 2125]
paragraph: Talán mondani sem kell, hogy mennyire, de mennyire szüksége van erre. Hiszen vívósportunk, a ezen belül a BVSC pengeforgatói — nehéz időket élnek. Valamennyi fegyvernemben rendkívül kiegyenlítődött a nemzetközi mezőny, az érmekért, helyezésekért talán soha nem folyt ekkora harc. Az erők összpontosítása, a minőségi munka megszervezése, irányítása a tapasztalt, eredményes mesterek feladata kell, hogy legyen. [754, 518, 966, 680]
crossword-cell[interactable]: 42 [274, 2019, 310, 2054]
impressum-line: 82—998. Szikra Lapnyomda, [1296, 2190, 1416, 2201]
crossword-cell[interactable]: 14 [417, 1843, 453, 1878]
news-item [992, 216, 1228, 351]
crossword-cell[interactable]: 3 [346, 1808, 382, 1843]
crossword-cell[interactable] [561, 1949, 597, 1984]
crossword-cell[interactable]: 62 [346, 2125, 382, 2160]
impressum-line: Index: 25 018 ISSN 0231-3428 [1293, 2177, 1419, 2188]
crossword-cell[interactable] [704, 2196, 740, 2231]
column-rule [506, 110, 507, 1575]
impressum-title: MAGYAR VASUTAS [1300, 1962, 1412, 1975]
aranyak-headline: Dr. Bay Béla hetvenöt éves [547, 151, 947, 253]
crossword-cell[interactable] [346, 1843, 382, 1878]
crossword-cell[interactable]: 10 [597, 1808, 633, 1843]
paragraph: Hogy ez fordítva is igaz, vagyis, hogy a hazai vívósport sem képzelhető el dr. Bay Béla nélkül, arra is számos példa utal. Jól szemlélteti ezt, hogy maga Buda István, az Országos Testnevelési és Sporthivatal elnöke is megkereste a vasutasok mesteredzőjét: segítse továbbra is tapasztalataival, tanácsaival a sportágat. Ugyanezt kérte a vívószövetség is... [754, 381, 966, 513]
crossword-black-cell [274, 2231, 310, 2266]
crossword-cell[interactable] [668, 1984, 704, 2019]
evzaro-signature: Séra [470, 1105, 494, 1119]
crossword-cell[interactable] [561, 2055, 597, 2090]
crossword-cell[interactable] [561, 2090, 597, 2125]
crossword-black-cell [453, 1984, 489, 2019]
crossword-cell[interactable]: 7 [489, 1808, 525, 1843]
crossword-cell[interactable]: 16 [632, 1843, 668, 1878]
news-item-lead: — Felhívás. [1238, 1192, 1301, 1204]
